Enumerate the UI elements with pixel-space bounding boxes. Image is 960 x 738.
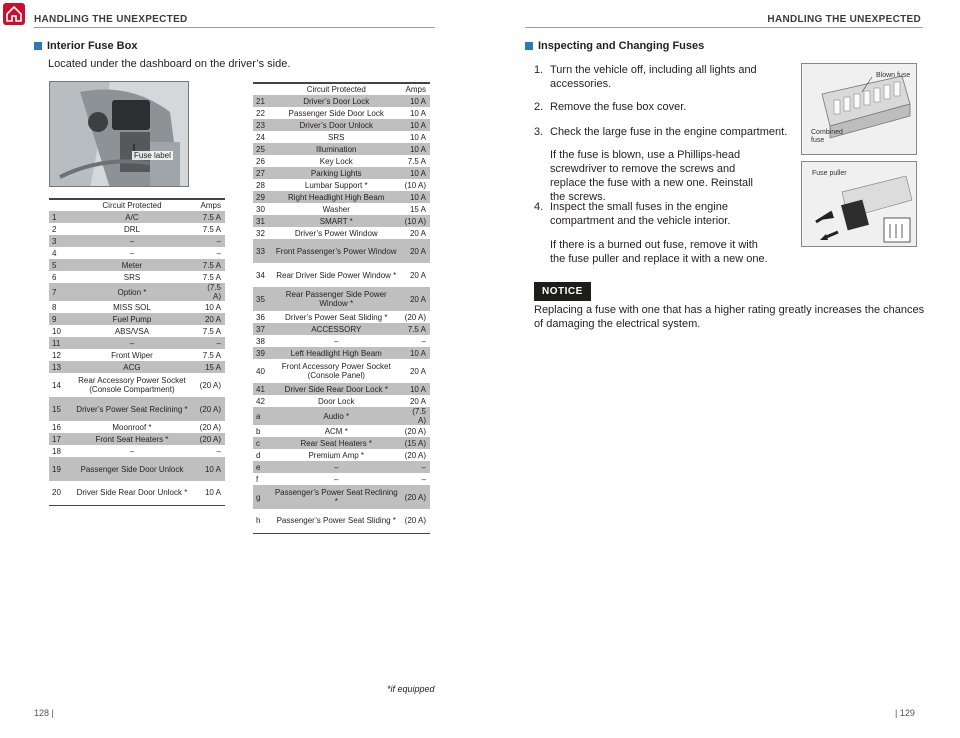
fuse-amps: (7.5 A) xyxy=(402,407,430,425)
fuse-circuit: A/C xyxy=(67,211,197,223)
fuse-row xyxy=(253,191,430,203)
header-title-left: HANDLING THE UNEXPECTED xyxy=(34,14,188,25)
fuse-row xyxy=(49,223,225,235)
fuse-row xyxy=(253,263,430,287)
fuse-number: 28 xyxy=(256,180,265,190)
notice-badge: NOTICE xyxy=(534,282,591,301)
fuse-circuit: – xyxy=(67,337,197,349)
fuse-amps: 10 A xyxy=(402,95,430,107)
fuse-circuit: Passenger’s Power Seat Reclining * xyxy=(271,485,402,509)
fuse-amps: 7.5 A xyxy=(197,259,225,271)
fuse-row xyxy=(253,119,430,131)
fuse-circuit: Driver’s Power Seat Reclining * xyxy=(67,397,197,421)
fuse-row xyxy=(253,407,430,425)
fuse-number: 1 xyxy=(49,211,67,223)
step-1: 1. Turn the vehicle off, including all lights and accessories. xyxy=(534,64,757,90)
fuse-amps: 20 A xyxy=(409,270,426,280)
fuse-number: f xyxy=(256,474,259,484)
section-title-interior-fuse-box: Interior Fuse Box xyxy=(34,40,137,52)
fuse-amps: – xyxy=(197,337,225,349)
fuse-circuit: Front Accessory Power Socket (Console Panel) xyxy=(281,362,391,380)
fuse-row xyxy=(253,347,430,359)
fuse-number: 16 xyxy=(52,422,61,432)
fuse-circuit: Door Lock xyxy=(318,396,355,406)
fuse-row xyxy=(253,239,430,263)
fuse-row xyxy=(253,203,430,215)
fuse-circuit: SMART * xyxy=(271,215,402,227)
fuse-number: d xyxy=(256,450,261,460)
fuse-number: a xyxy=(253,407,271,425)
fuse-number: 36 xyxy=(256,312,265,322)
fuse-number: 24 xyxy=(256,132,265,142)
fuse-circuit: Driver’s Power Seat Sliding * xyxy=(285,312,388,322)
fuse-circuit: Option * xyxy=(67,283,197,301)
fuse-amps: – xyxy=(402,461,430,473)
fuse-circuit: SRS xyxy=(123,272,141,282)
fuse-number: 17 xyxy=(49,433,67,445)
fuse-amps: – xyxy=(216,248,221,258)
fuse-number: 4 xyxy=(52,248,57,258)
fuse-amps: 10 A xyxy=(402,119,430,131)
fuse-circuit: Front Seat Heaters * xyxy=(67,433,197,445)
home-icon[interactable] xyxy=(3,3,25,25)
fuse-amps: (20 A) xyxy=(197,433,225,445)
fuse-table-1 xyxy=(49,198,225,506)
fuse-amps: (20 A) xyxy=(197,397,225,421)
fuse-amps: 10 A xyxy=(402,191,430,203)
fuse-circuit: SRS xyxy=(328,132,345,142)
step-2: 2. Remove the fuse box cover. xyxy=(534,101,687,113)
section-bullet-icon xyxy=(525,42,533,50)
fuse-table-2 xyxy=(253,82,430,534)
fuse-amps: 10 A xyxy=(402,347,430,359)
fuse-amps: 20 A xyxy=(409,228,426,238)
fuse-number: 15 xyxy=(49,397,67,421)
fuse-circuit: Moonroof * xyxy=(112,422,152,432)
fuse-number: 19 xyxy=(49,457,67,481)
fuse-number: 5 xyxy=(49,259,67,271)
fuse-row xyxy=(253,215,430,227)
fuse-circuit: Front Passenger’s Power Window xyxy=(271,239,402,263)
fuse-row xyxy=(49,361,225,373)
fuse-amps: – xyxy=(421,474,426,484)
fuse-row xyxy=(253,509,430,533)
fuse-number: b xyxy=(256,426,261,436)
column-header-circuit: Circuit Protected xyxy=(67,199,197,211)
page-number-right: | 129 xyxy=(895,708,915,718)
fuse-row xyxy=(253,383,430,395)
fuse-amps: (10 A) xyxy=(402,215,430,227)
fuse-circuit: – xyxy=(67,235,197,247)
fuse-amps: 20 A xyxy=(409,366,426,376)
fuse-number: e xyxy=(253,461,271,473)
page-number-left: 128 | xyxy=(34,708,54,718)
fuse-circuit: Illumination xyxy=(271,143,402,155)
fuse-number: 26 xyxy=(256,156,265,166)
fuse-number: 14 xyxy=(52,380,61,390)
fuse-amps: 7.5 A xyxy=(197,211,225,223)
fuse-box-photo xyxy=(49,81,189,187)
fuse-number: 40 xyxy=(256,366,265,376)
fuse-number: 7 xyxy=(49,283,67,301)
fuse-row xyxy=(253,335,430,347)
fuse-number: 32 xyxy=(256,228,265,238)
fuse-circuit: Audio * xyxy=(271,407,402,425)
fuse-amps: 10 A xyxy=(402,143,430,155)
fuse-circuit: Driver’s Door Lock xyxy=(271,95,402,107)
fuse-number: 25 xyxy=(253,143,271,155)
fuse-row xyxy=(253,485,430,509)
fuse-circuit: ACG xyxy=(67,361,197,373)
fuse-row xyxy=(253,437,430,449)
fuse-amps: – xyxy=(197,235,225,247)
fuse-circuit: – xyxy=(334,336,339,346)
step-3: 3. Check the large fuse in the engine compartment. xyxy=(534,126,788,138)
fuse-number: 12 xyxy=(52,350,61,360)
fuse-circuit: Premium Amp * xyxy=(308,450,365,460)
fuse-row xyxy=(253,449,430,461)
fuse-number: 33 xyxy=(253,239,271,263)
fuse-number: 42 xyxy=(256,396,265,406)
header-divider-left xyxy=(34,27,435,28)
fuse-row xyxy=(49,247,225,259)
blown-fuse-label: Blown fuse xyxy=(876,72,911,79)
column-header-circuit: Circuit Protected xyxy=(271,83,402,95)
fuse-puller-label: Fuse puller xyxy=(812,170,847,177)
fuse-row xyxy=(49,457,225,481)
fuse-row xyxy=(49,271,225,283)
fuse-number: c xyxy=(253,437,271,449)
fuse-amps: 20 A xyxy=(197,313,225,325)
fuse-row xyxy=(253,359,430,383)
header-title-right: HANDLING THE UNEXPECTED xyxy=(767,14,921,25)
step-3-detail: If the fuse is blown, use a Phillips-head screwdriver to remove the screws and replace the fuse with a new one. Reinstall the screws. xyxy=(550,149,754,203)
intro-text: Located under the dashboard on the driver’s side. xyxy=(48,58,291,70)
fuse-number: 30 xyxy=(256,204,265,214)
fuse-circuit: Rear Accessory Power Socket (Console Compartment) xyxy=(78,376,186,394)
fuse-circuit: ACM * xyxy=(324,426,348,436)
fuse-circuit: Lumbar Support * xyxy=(304,180,368,190)
header-divider-right xyxy=(525,27,923,28)
fuse-circuit: – xyxy=(129,248,135,258)
fuse-row xyxy=(49,397,225,421)
fuse-amps: 10 A xyxy=(204,302,221,312)
fuse-row xyxy=(253,473,430,485)
fuse-row xyxy=(253,179,430,191)
fuse-circuit: Parking Lights xyxy=(271,167,402,179)
fuse-row xyxy=(49,373,225,397)
fuse-circuit: Meter xyxy=(67,259,197,271)
fuse-row xyxy=(253,227,430,239)
fuse-amps: 15 A xyxy=(409,204,426,214)
fuse-number: 29 xyxy=(253,191,271,203)
fuse-row xyxy=(49,325,225,337)
fuse-amps: (20 A) xyxy=(402,485,430,509)
fuse-amps: (15 A) xyxy=(402,437,430,449)
fuse-circuit: – xyxy=(334,474,339,484)
fuse-number: 37 xyxy=(253,323,271,335)
fuse-row xyxy=(49,211,225,223)
fuse-circuit: Rear Seat Heaters * xyxy=(271,437,402,449)
fuse-row xyxy=(49,283,225,301)
fuse-circuit: ABS/VSA xyxy=(114,326,150,336)
fuse-row xyxy=(253,395,430,407)
fuse-row xyxy=(49,433,225,445)
fuse-number: 20 xyxy=(49,481,67,505)
fuse-number: 10 xyxy=(52,326,61,336)
fuse-circuit: DRL xyxy=(123,224,140,234)
fuse-circuit: Front Wiper xyxy=(111,350,153,360)
fuse-amps: 10 A xyxy=(409,108,426,118)
fuse-number: h xyxy=(253,509,271,533)
fuse-amps: 20 A xyxy=(402,287,430,311)
fuse-amps: 7.5 A xyxy=(202,326,221,336)
fuse-amps: (10 A) xyxy=(404,180,426,190)
fuse-label-callout: Fuse label xyxy=(134,151,171,160)
fuse-amps: (20 A) xyxy=(404,312,426,322)
combined-fuse-label: Combined fuse xyxy=(811,129,843,144)
fuse-number: 39 xyxy=(253,347,271,359)
fuse-amps: 10 A xyxy=(197,457,225,481)
fuse-number: 18 xyxy=(52,446,61,456)
fuse-row xyxy=(49,259,225,271)
fuse-amps: 7.5 A xyxy=(202,350,221,360)
fuse-circuit: – xyxy=(271,461,402,473)
fuse-circuit: Driver Side Rear Door Lock * xyxy=(271,383,402,395)
fuse-row xyxy=(49,421,225,433)
fuse-circuit: Rear Driver Side Power Window * xyxy=(276,270,397,280)
fuse-amps: 10 A xyxy=(402,167,430,179)
fuse-row xyxy=(253,425,430,437)
section-bullet-icon xyxy=(34,42,42,50)
column-header-amps: Amps xyxy=(402,83,430,95)
fuse-row xyxy=(49,301,225,313)
fuse-row xyxy=(253,143,430,155)
fuse-circuit: Passenger’s Power Seat Sliding * xyxy=(271,509,402,533)
fuse-amps: (7.5 A) xyxy=(197,283,225,301)
fuse-circuit: Driver’s Door Unlock xyxy=(271,119,402,131)
fuse-row xyxy=(253,155,430,167)
fuse-amps: (20 A) xyxy=(404,426,426,436)
fuse-amps: 15 A xyxy=(197,361,225,373)
fuse-number: 21 xyxy=(253,95,271,107)
fuse-amps: 10 A xyxy=(402,383,430,395)
fuse-amps: (20 A) xyxy=(404,450,426,460)
fuse-circuit: Driver’s Power Window xyxy=(294,228,378,238)
fuse-number: 11 xyxy=(49,337,67,349)
fuse-row xyxy=(253,323,430,335)
fuse-row xyxy=(49,337,225,349)
fuse-amps: 7.5 A xyxy=(407,156,426,166)
fuse-circuit: – xyxy=(129,446,135,456)
step-4-detail: If there is a burned out fuse, remove it with the fuse puller and replace it with a new one. xyxy=(550,239,768,265)
column-header-amps: Amps xyxy=(197,199,225,211)
fuse-amps: (20 A) xyxy=(199,380,221,390)
fuse-number: 34 xyxy=(256,270,265,280)
fuse-row xyxy=(253,461,430,473)
fuse-number: 23 xyxy=(253,119,271,131)
fuse-number: 9 xyxy=(49,313,67,325)
fuse-circuit: Fuel Pump xyxy=(67,313,197,325)
fuse-circuit: MISS SOL xyxy=(113,302,151,312)
notice-text: Replacing a fuse with one that has a higher rating greatly increases the chances of damaging the electrical system. xyxy=(534,304,925,330)
fuse-number: g xyxy=(253,485,271,509)
fuse-circuit: Right Headlight High Beam xyxy=(271,191,402,203)
footnote: *if equipped xyxy=(387,684,435,694)
fuse-amps: – xyxy=(421,336,426,346)
fuse-row xyxy=(49,235,225,247)
fuse-number: 38 xyxy=(256,336,265,346)
fuse-circuit: Passenger Side Door Lock xyxy=(288,108,384,118)
fuse-number: 41 xyxy=(253,383,271,395)
fuse-number: 6 xyxy=(52,272,57,282)
fuse-number: 13 xyxy=(49,361,67,373)
fuse-row xyxy=(49,313,225,325)
fuse-row xyxy=(253,131,430,143)
fuse-number: 31 xyxy=(253,215,271,227)
step-4: 4. Inspect the small fuses in the engine compartment and the vehicle interior. xyxy=(534,201,731,227)
fuse-amps: – xyxy=(216,446,221,456)
fuse-amps: (20 A) xyxy=(199,422,221,432)
fuse-circuit: Key Lock xyxy=(319,156,353,166)
fuse-amps: 10 A xyxy=(197,481,225,505)
fuse-circuit: Rear Passenger Side Power Window * xyxy=(271,287,402,311)
fuse-amps: (20 A) xyxy=(402,509,430,533)
fuse-row xyxy=(253,287,430,311)
fuse-row xyxy=(49,481,225,505)
fuse-row xyxy=(49,349,225,361)
fuse-amps: 20 A xyxy=(409,396,426,406)
fuse-circuit: Passenger Side Door Unlock xyxy=(67,457,197,481)
fuse-row xyxy=(253,107,430,119)
section-title-inspecting-fuses: Inspecting and Changing Fuses xyxy=(525,40,704,52)
fuse-row xyxy=(253,311,430,323)
fuse-amps: 7.5 A xyxy=(402,323,430,335)
fuse-amps: 7.5 A xyxy=(202,272,221,282)
fuse-row xyxy=(253,95,430,107)
fuse-circuit: Washer xyxy=(322,204,350,214)
fuse-number: 22 xyxy=(256,108,265,118)
fuse-circuit: Driver Side Rear Door Unlock * xyxy=(67,481,197,505)
fuse-amps: 20 A xyxy=(402,239,430,263)
fuse-circuit: ACCESSORY xyxy=(271,323,402,335)
fuse-number: 2 xyxy=(52,224,57,234)
fuse-number: 35 xyxy=(253,287,271,311)
fuse-amps: 7.5 A xyxy=(202,224,221,234)
fuse-circuit: Left Headlight High Beam xyxy=(271,347,402,359)
fuse-number: 8 xyxy=(52,302,57,312)
fuse-row xyxy=(253,167,430,179)
fuse-amps: 10 A xyxy=(409,132,426,142)
fuse-number: 3 xyxy=(49,235,67,247)
fuse-number: 27 xyxy=(253,167,271,179)
fuse-row xyxy=(49,445,225,457)
